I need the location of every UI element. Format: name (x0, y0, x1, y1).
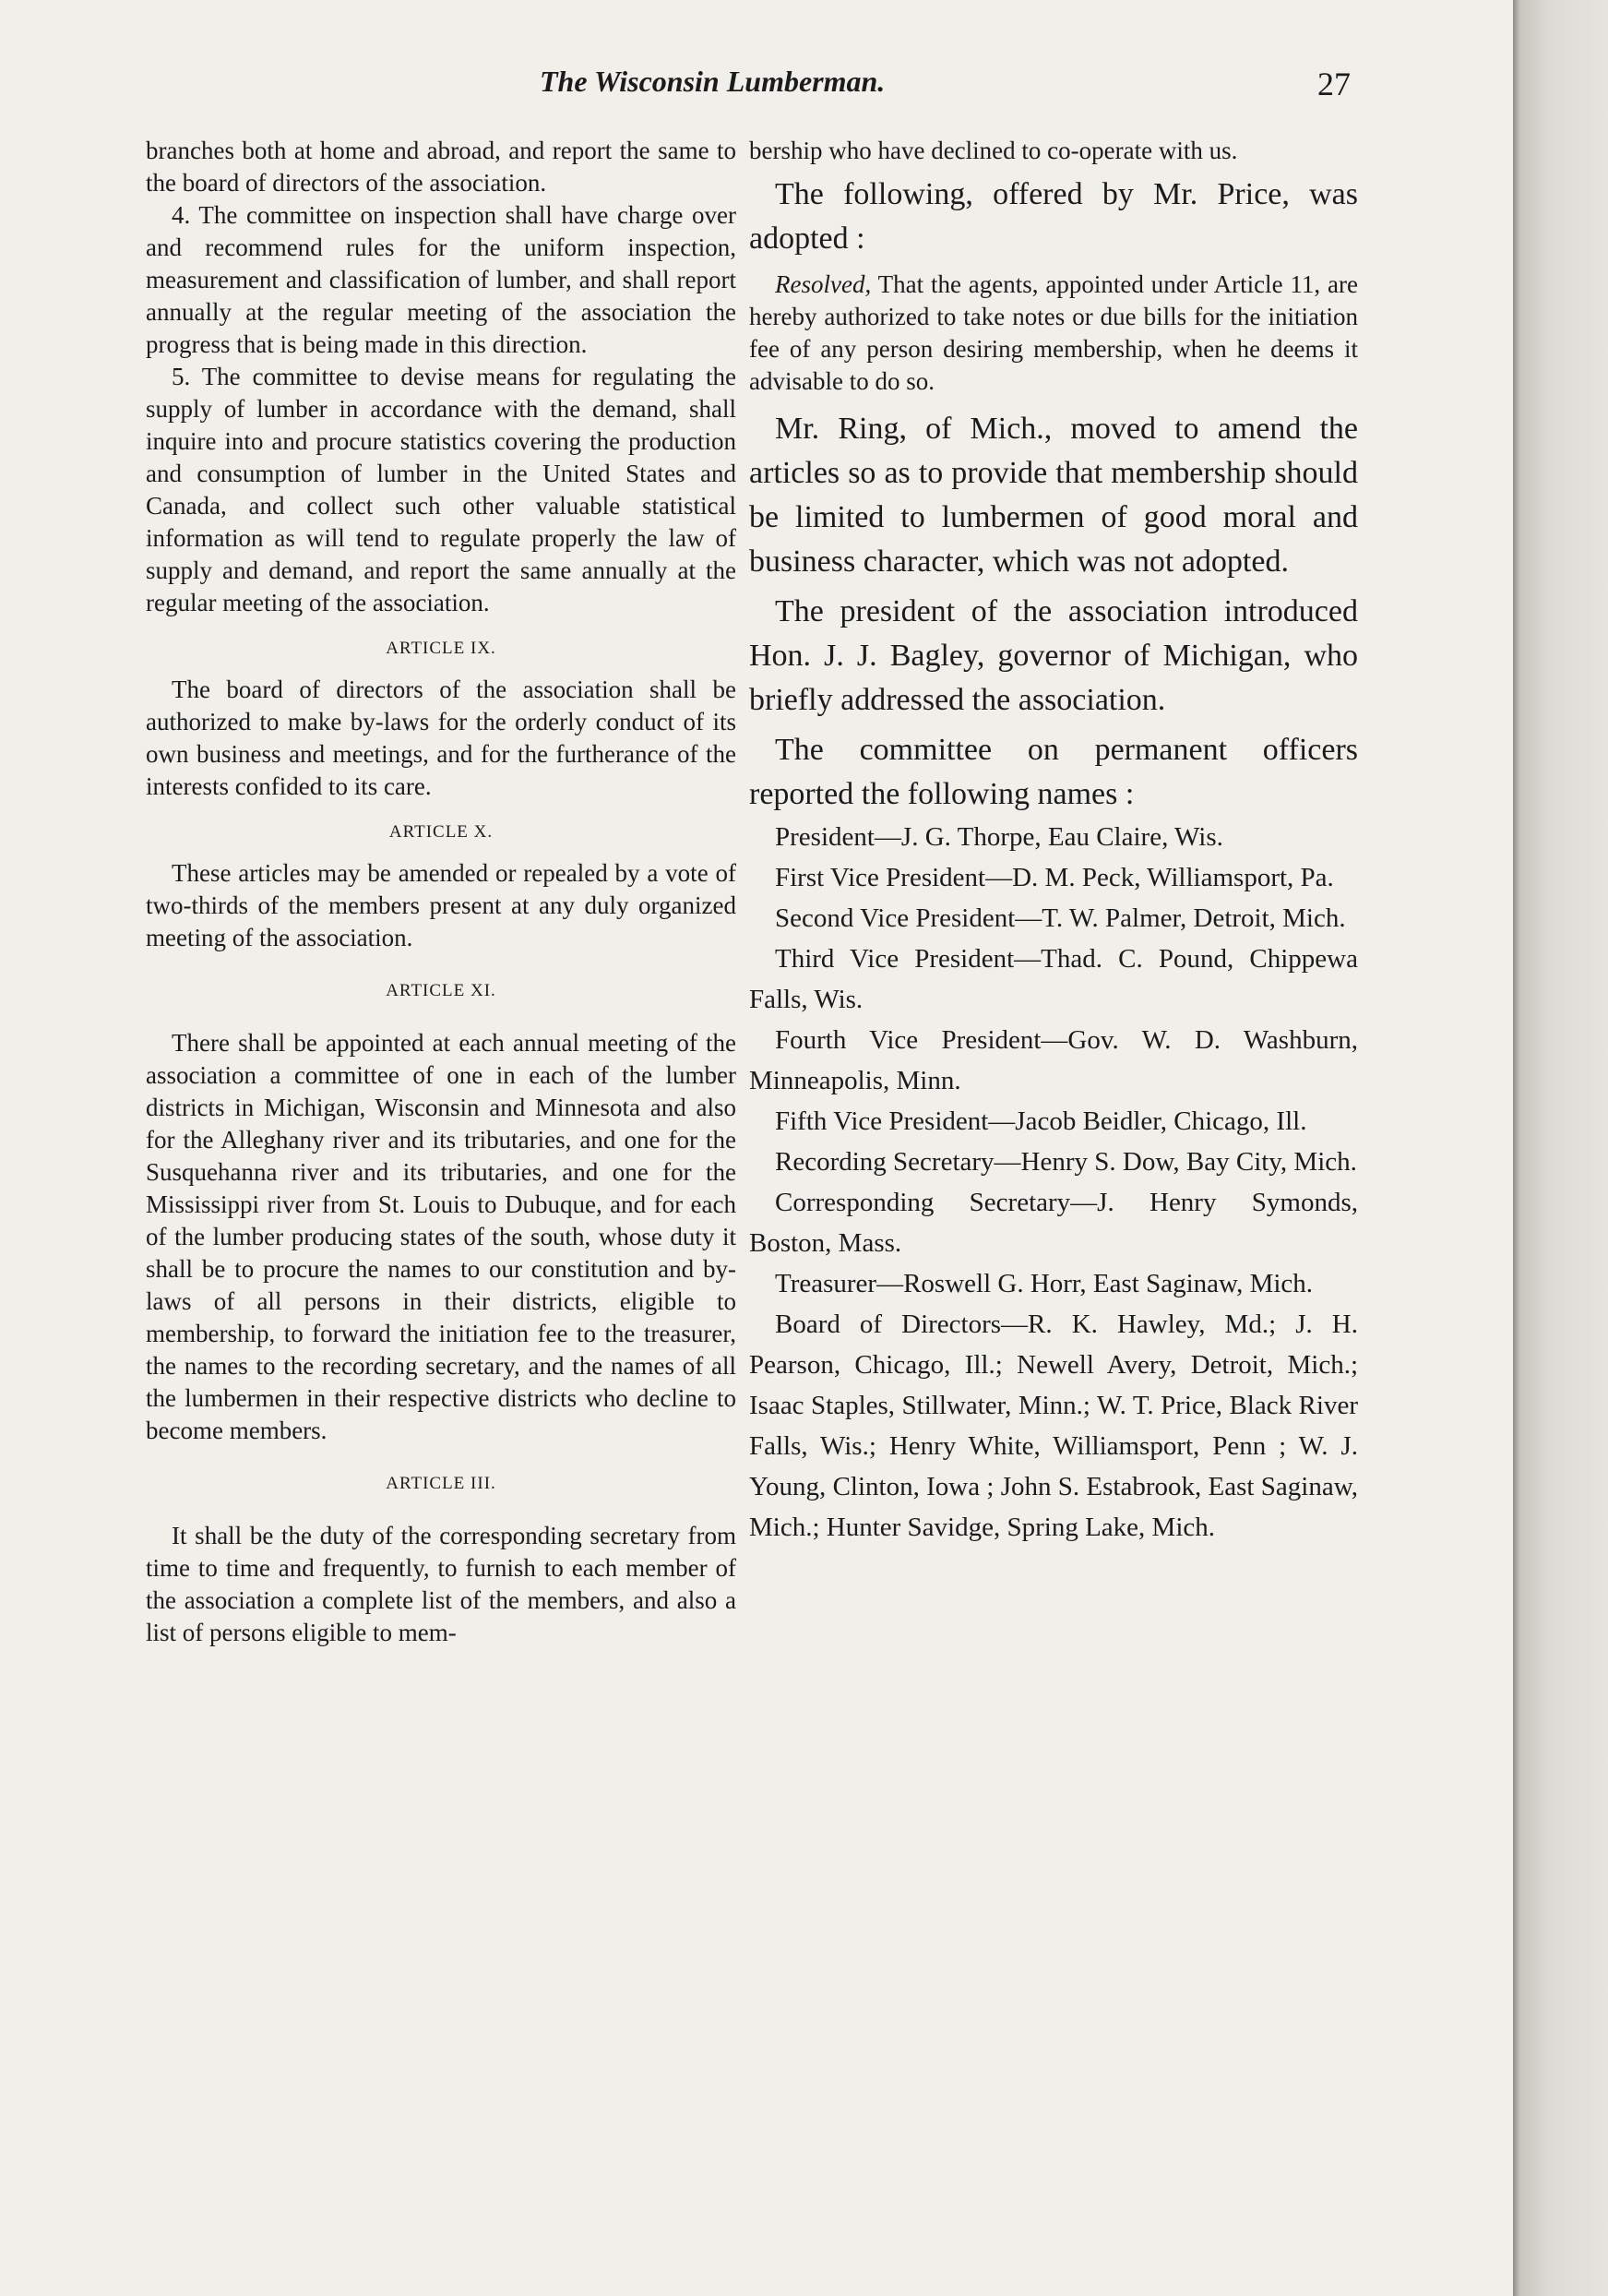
paragraph: The board of directors of the association shall be authorized to make by-laws for the orderly conduct of its own business and meetings, and for the furtherance of the interests confided to its care. (146, 676, 736, 800)
article-heading: ARTICLE IX. (386, 639, 496, 658)
article-heading: ARTICLE XI. (386, 981, 496, 1000)
officer-entry: President—J. G. Thorpe, Eau Claire, Wis. (775, 822, 1223, 852)
officer-entry: Fourth Vice President—Gov. W. D. Washburn, Minneapolis, Minn. (749, 1025, 1358, 1095)
running-head (0, 65, 1393, 111)
resolved-word: Resolved, (775, 270, 872, 298)
officer-entry: First Vice President—D. M. Peck, Williamsport, Pa. (775, 863, 1334, 892)
officer-entry: Second Vice President—T. W. Palmer, Detroit, Mich. (775, 903, 1346, 933)
left-column (146, 135, 736, 1649)
paragraph: branches both at home and abroad, and report the same to the board of directors of the association. (146, 137, 736, 197)
officer-entry: Fifth Vice President—Jacob Beidler, Chicago, Ill. (775, 1106, 1307, 1136)
paragraph: The committee on permanent officers reported the following names : (749, 733, 1358, 811)
paragraph: 4. The committee on inspection shall have charge over and recommend rules for the uniform inspection, measurement and classification of lumber, and shall report annually at the regular meeting of the association the progress that is being made in this direction. (146, 201, 736, 358)
paragraph: Mr. Ring, of Mich., moved to amend the articles so as to provide that membership should be limited to lumbermen of good moral and business character, which was not adopted. (749, 412, 1358, 579)
officer-entry: Corresponding Secretary—J. Henry Symonds, Boston, Mass. (749, 1188, 1358, 1258)
page-edge (1513, 0, 1608, 2296)
resolution-text: That the agents, appointed under Article 11, are hereby authorized to take notes or due bills for the initiation fee of any person desiring membership, when he deems it advisable to do so. (749, 270, 1358, 395)
officer-entry: Third Vice President—Thad. C. Pound, Chippewa Falls, Wis. (749, 944, 1358, 1014)
officer-entry: Recording Secretary—Henry S. Dow, Bay City, Mich. (775, 1147, 1357, 1177)
officer-entry: Board of Directors—R. K. Hawley, Md.; J. H. Pearson, Chicago, Ill.; Newell Avery, Detroit, Mich.; Isaac Staples, Stillwater, Minn.; W. T. Price, Black River Falls, Wis.; Henry White, Williamsport, Penn ; W. J. Young, Clinton, Iowa ; John S. Estabrook, East Saginaw, Mich.; Hunter Savidge, Spring Lake, Mich. (749, 1309, 1358, 1542)
paragraph: These articles may be amended or repealed by a vote of two-thirds of the members present at any duly organized meeting of the association. (146, 859, 736, 951)
paragraph: The following, offered by Mr. Price, was adopted : (749, 177, 1358, 256)
article-heading: ARTICLE X. (388, 822, 494, 842)
page-number: 27 (1317, 66, 1351, 102)
article-heading: ARTICLE III. (386, 1474, 496, 1493)
running-title: The Wisconsin Lumberman. (540, 65, 886, 98)
resolution (749, 269, 1358, 398)
paragraph: There shall be appointed at each annual meeting of the association a committee of one in each of the lumber districts in Michigan, Wisconsin and Minnesota and also for the Alleghany river and its tributaries, and one for the Susquehanna river and its tributaries, and one for the Mississippi river from St. Louis to Dubuque, and for each of the lumber producing states of the south, whose duty it shall be to procure the names to our constitution and by-laws of all persons in their districts, eligible to membership, to forward the initiation fee to the treasurer, the names to the recording secretary, and the names of all the lumbermen in their respective districts who decline to become members. (146, 1029, 736, 1444)
paragraph: 5. The committee to devise means for regulating the supply of lumber in accordance with the demand, shall inquire into and procure statistics covering the production and consumption of lumber in the United States and Canada, and collect such other valuable statistical information as will tend to regulate properly the law of supply and demand, and report the same annually at the regular meeting of the association. (146, 363, 736, 616)
paragraph: bership who have declined to co-operate with us. (749, 137, 1238, 164)
officer-entry: Treasurer—Roswell G. Horr, East Saginaw, Mich. (775, 1269, 1314, 1298)
paragraph: The president of the association introduced Hon. J. J. Bagley, governor of Michigan, who briefly addressed the association. (749, 594, 1358, 717)
paragraph: It shall be the duty of the corresponding secretary from time to time and frequently, to furnish to each member of the association a complete list of the members, and also a list of persons eligible to mem- (146, 1522, 736, 1646)
right-column (749, 135, 1358, 1548)
